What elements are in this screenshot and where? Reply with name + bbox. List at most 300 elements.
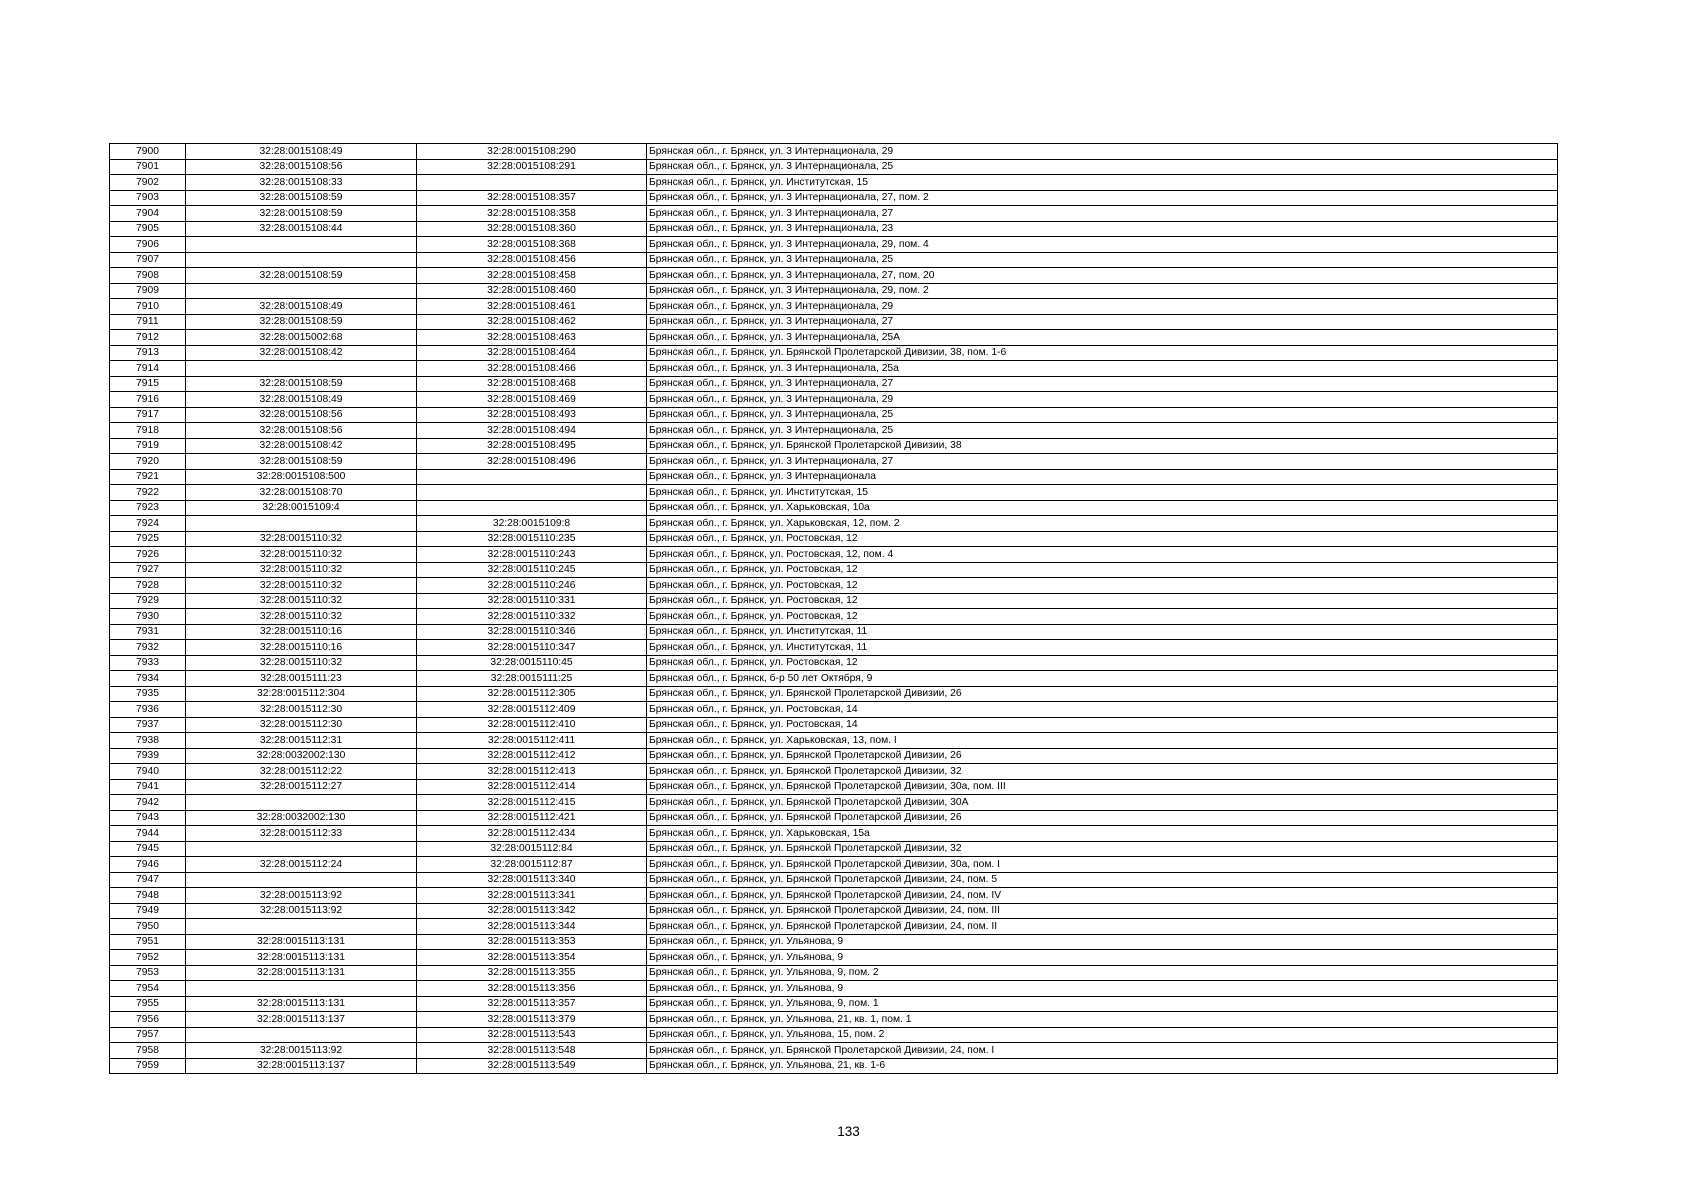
object-cadastral-number-cell: 32:28:0015113:354 bbox=[417, 950, 647, 966]
row-number-cell: 7903 bbox=[110, 190, 186, 206]
object-cadastral-number-cell: 32:28:0015113:548 bbox=[417, 1043, 647, 1059]
land-cadastral-number-cell: 32:28:0015108:70 bbox=[186, 485, 417, 501]
object-cadastral-number-cell: 32:28:0015110:45 bbox=[417, 655, 647, 671]
address-cell: Брянская обл., г. Брянск, ул. Институтская, 11 bbox=[647, 624, 1558, 640]
row-number-cell: 7920 bbox=[110, 454, 186, 470]
table-row bbox=[110, 423, 1558, 439]
row-number-cell: 7959 bbox=[110, 1058, 186, 1074]
object-cadastral-number-cell: 32:28:0015112:412 bbox=[417, 748, 647, 764]
table-row bbox=[110, 454, 1558, 470]
land-cadastral-number-cell bbox=[186, 1027, 417, 1043]
land-cadastral-number-cell: 32:28:0015109:4 bbox=[186, 500, 417, 516]
table-row bbox=[110, 438, 1558, 454]
object-cadastral-number-cell: 32:28:0015112:414 bbox=[417, 779, 647, 795]
land-cadastral-number-cell: 32:28:0015113:92 bbox=[186, 1043, 417, 1059]
table-row bbox=[110, 795, 1558, 811]
object-cadastral-number-cell: 32:28:0015111:25 bbox=[417, 671, 647, 687]
table-row bbox=[110, 547, 1558, 563]
address-cell: Брянская обл., г. Брянск, ул. 3 Интернационала, 27, пом. 20 bbox=[647, 268, 1558, 284]
table-row bbox=[110, 903, 1558, 919]
land-cadastral-number-cell: 32:28:0015108:49 bbox=[186, 144, 417, 160]
table-row bbox=[110, 159, 1558, 175]
land-cadastral-number-cell: 32:28:0015110:32 bbox=[186, 655, 417, 671]
object-cadastral-number-cell: 32:28:0015112:410 bbox=[417, 717, 647, 733]
table-row bbox=[110, 578, 1558, 594]
row-number-cell: 7955 bbox=[110, 996, 186, 1012]
address-cell: Брянская обл., г. Брянск, ул. Ростовская, 12, пом. 4 bbox=[647, 547, 1558, 563]
table-row bbox=[110, 996, 1558, 1012]
row-number-cell: 7939 bbox=[110, 748, 186, 764]
row-number-cell: 7940 bbox=[110, 764, 186, 780]
address-cell: Брянская обл., г. Брянск, ул. 3 Интернационала, 25а bbox=[647, 361, 1558, 377]
page-number: 133 bbox=[837, 1124, 860, 1139]
address-cell: Брянская обл., г. Брянск, ул. 3 Интернационала bbox=[647, 469, 1558, 485]
row-number-cell: 7904 bbox=[110, 206, 186, 222]
address-cell: Брянская обл., г. Брянск, ул. Институтская, 15 bbox=[647, 485, 1558, 501]
land-cadastral-number-cell: 32:28:0015108:59 bbox=[186, 454, 417, 470]
table-row bbox=[110, 345, 1558, 361]
address-cell: Брянская обл., г. Брянск, ул. 3 Интернационала, 23 bbox=[647, 221, 1558, 237]
address-cell: Брянская обл., г. Брянск, ул. Брянской Пролетарской Дивизии, 32 bbox=[647, 764, 1558, 780]
address-cell: Брянская обл., г. Брянск, ул. 3 Интернационала, 29, пом. 4 bbox=[647, 237, 1558, 253]
land-cadastral-number-cell: 32:28:0015110:16 bbox=[186, 624, 417, 640]
table-row bbox=[110, 593, 1558, 609]
address-cell: Брянская обл., г. Брянск, ул. Ростовская, 12 bbox=[647, 655, 1558, 671]
land-cadastral-number-cell: 32:28:0015113:131 bbox=[186, 950, 417, 966]
table-row bbox=[110, 717, 1558, 733]
land-cadastral-number-cell: 32:28:0015108:500 bbox=[186, 469, 417, 485]
row-number-cell: 7924 bbox=[110, 516, 186, 532]
address-cell: Брянская обл., г. Брянск, ул. Ростовская, 12 bbox=[647, 531, 1558, 547]
address-cell: Брянская обл., г. Брянск, ул. Брянской Пролетарской Дивизии, 26 bbox=[647, 686, 1558, 702]
table-row bbox=[110, 268, 1558, 284]
address-cell: Брянская обл., г. Брянск, ул. 3 Интернационала, 27 bbox=[647, 206, 1558, 222]
object-cadastral-number-cell: 32:28:0015108:493 bbox=[417, 407, 647, 423]
row-number-cell: 7938 bbox=[110, 733, 186, 749]
land-cadastral-number-cell: 32:28:0015108:59 bbox=[186, 206, 417, 222]
land-cadastral-number-cell: 32:28:0015108:42 bbox=[186, 438, 417, 454]
object-cadastral-number-cell: 32:28:0015108:463 bbox=[417, 330, 647, 346]
row-number-cell: 7945 bbox=[110, 841, 186, 857]
address-cell: Брянская обл., г. Брянск, ул. Ульянова, 21, кв. 1, пом. 1 bbox=[647, 1012, 1558, 1028]
object-cadastral-number-cell: 32:28:0015112:415 bbox=[417, 795, 647, 811]
land-cadastral-number-cell bbox=[186, 981, 417, 997]
row-number-cell: 7935 bbox=[110, 686, 186, 702]
land-cadastral-number-cell: 32:28:0032002:130 bbox=[186, 748, 417, 764]
address-cell: Брянская обл., г. Брянск, ул. Ульянова, 15, пом. 2 bbox=[647, 1027, 1558, 1043]
table-row bbox=[110, 841, 1558, 857]
land-cadastral-number-cell: 32:28:0015108:59 bbox=[186, 268, 417, 284]
address-cell: Брянская обл., г. Брянск, ул. Ростовская, 12 bbox=[647, 578, 1558, 594]
land-cadastral-number-cell: 32:28:0015112:31 bbox=[186, 733, 417, 749]
land-cadastral-number-cell: 32:28:0015112:22 bbox=[186, 764, 417, 780]
object-cadastral-number-cell: 32:28:0015108:458 bbox=[417, 268, 647, 284]
land-cadastral-number-cell: 32:28:0015110:32 bbox=[186, 531, 417, 547]
object-cadastral-number-cell: 32:28:0015108:495 bbox=[417, 438, 647, 454]
land-cadastral-number-cell: 32:28:0015108:33 bbox=[186, 175, 417, 191]
land-cadastral-number-cell: 32:28:0015108:59 bbox=[186, 190, 417, 206]
land-cadastral-number-cell: 32:28:0015110:32 bbox=[186, 578, 417, 594]
table-row bbox=[110, 299, 1558, 315]
row-number-cell: 7934 bbox=[110, 671, 186, 687]
address-cell: Брянская обл., г. Брянск, ул. Брянской Пролетарской Дивизии, 32 bbox=[647, 841, 1558, 857]
object-cadastral-number-cell: 32:28:0015110:331 bbox=[417, 593, 647, 609]
row-number-cell: 7905 bbox=[110, 221, 186, 237]
table-row bbox=[110, 392, 1558, 408]
object-cadastral-number-cell: 32:28:0015108:290 bbox=[417, 144, 647, 160]
table-row bbox=[110, 671, 1558, 687]
object-cadastral-number-cell: 32:28:0015110:246 bbox=[417, 578, 647, 594]
object-cadastral-number-cell: 32:28:0015113:342 bbox=[417, 903, 647, 919]
row-number-cell: 7948 bbox=[110, 888, 186, 904]
land-cadastral-number-cell: 32:28:0015112:24 bbox=[186, 857, 417, 873]
table-row bbox=[110, 562, 1558, 578]
row-number-cell: 7917 bbox=[110, 407, 186, 423]
land-cadastral-number-cell: 32:28:0015002:68 bbox=[186, 330, 417, 346]
object-cadastral-number-cell bbox=[417, 485, 647, 501]
land-cadastral-number-cell: 32:28:0015110:16 bbox=[186, 640, 417, 656]
table-row bbox=[110, 190, 1558, 206]
row-number-cell: 7912 bbox=[110, 330, 186, 346]
address-cell: Брянская обл., г. Брянск, ул. 3 Интернационала, 27 bbox=[647, 376, 1558, 392]
land-cadastral-number-cell bbox=[186, 252, 417, 268]
object-cadastral-number-cell: 32:28:0015108:496 bbox=[417, 454, 647, 470]
table-row bbox=[110, 624, 1558, 640]
object-cadastral-number-cell: 32:28:0015108:357 bbox=[417, 190, 647, 206]
row-number-cell: 7942 bbox=[110, 795, 186, 811]
object-cadastral-number-cell: 32:28:0015113:549 bbox=[417, 1058, 647, 1074]
row-number-cell: 7910 bbox=[110, 299, 186, 315]
table-row bbox=[110, 485, 1558, 501]
object-cadastral-number-cell: 32:28:0015112:87 bbox=[417, 857, 647, 873]
land-cadastral-number-cell: 32:28:0015110:32 bbox=[186, 547, 417, 563]
land-cadastral-number-cell: 32:28:0015108:49 bbox=[186, 392, 417, 408]
object-cadastral-number-cell: 32:28:0015110:346 bbox=[417, 624, 647, 640]
table-row bbox=[110, 872, 1558, 888]
object-cadastral-number-cell: 32:28:0015108:468 bbox=[417, 376, 647, 392]
object-cadastral-number-cell: 32:28:0015112:411 bbox=[417, 733, 647, 749]
table-row bbox=[110, 1043, 1558, 1059]
address-cell: Брянская обл., г. Брянск, ул. Брянской Пролетарской Дивизии, 24, пом. 5 bbox=[647, 872, 1558, 888]
address-cell: Брянская обл., г. Брянск, ул. Брянской Пролетарской Дивизии, 38, пом. 1-6 bbox=[647, 345, 1558, 361]
object-cadastral-number-cell: 32:28:0015113:543 bbox=[417, 1027, 647, 1043]
row-number-cell: 7957 bbox=[110, 1027, 186, 1043]
object-cadastral-number-cell: 32:28:0015108:360 bbox=[417, 221, 647, 237]
land-cadastral-number-cell: 32:28:0015113:137 bbox=[186, 1058, 417, 1074]
row-number-cell: 7951 bbox=[110, 934, 186, 950]
table-row bbox=[110, 407, 1558, 423]
row-number-cell: 7902 bbox=[110, 175, 186, 191]
land-cadastral-number-cell bbox=[186, 237, 417, 253]
address-cell: Брянская обл., г. Брянск, ул. Харьковская, 10а bbox=[647, 500, 1558, 516]
row-number-cell: 7901 bbox=[110, 159, 186, 175]
object-cadastral-number-cell: 32:28:0015112:409 bbox=[417, 702, 647, 718]
object-cadastral-number-cell: 32:28:0015110:332 bbox=[417, 609, 647, 625]
table-row bbox=[110, 888, 1558, 904]
land-cadastral-number-cell bbox=[186, 516, 417, 532]
address-cell: Брянская обл., г. Брянск, ул. 3 Интернационала, 25 bbox=[647, 423, 1558, 439]
table-row bbox=[110, 1058, 1558, 1074]
row-number-cell: 7927 bbox=[110, 562, 186, 578]
object-cadastral-number-cell: 32:28:0015108:461 bbox=[417, 299, 647, 315]
address-cell: Брянская обл., г. Брянск, ул. Ульянова, 9, пом. 1 bbox=[647, 996, 1558, 1012]
address-cell: Брянская обл., г. Брянск, ул. 3 Интернационала, 29 bbox=[647, 299, 1558, 315]
table-row bbox=[110, 237, 1558, 253]
object-cadastral-number-cell: 32:28:0015110:347 bbox=[417, 640, 647, 656]
row-number-cell: 7947 bbox=[110, 872, 186, 888]
table-row bbox=[110, 810, 1558, 826]
address-cell: Брянская обл., г. Брянск, ул. Институтская, 15 bbox=[647, 175, 1558, 191]
table-row bbox=[110, 283, 1558, 299]
row-number-cell: 7915 bbox=[110, 376, 186, 392]
row-number-cell: 7918 bbox=[110, 423, 186, 439]
address-cell: Брянская обл., г. Брянск, ул. 3 Интернационала, 27 bbox=[647, 314, 1558, 330]
land-cadastral-number-cell: 32:28:0015112:33 bbox=[186, 826, 417, 842]
land-cadastral-number-cell: 32:28:0015108:49 bbox=[186, 299, 417, 315]
address-cell: Брянская обл., г. Брянск, ул. Ульянова, 9, пом. 2 bbox=[647, 965, 1558, 981]
row-number-cell: 7925 bbox=[110, 531, 186, 547]
object-cadastral-number-cell: 32:28:0015112:84 bbox=[417, 841, 647, 857]
row-number-cell: 7911 bbox=[110, 314, 186, 330]
table-row bbox=[110, 748, 1558, 764]
address-cell: Брянская обл., г. Брянск, ул. Институтская, 11 bbox=[647, 640, 1558, 656]
table-row bbox=[110, 609, 1558, 625]
address-cell: Брянская обл., г. Брянск, б-р 50 лет Октября, 9 bbox=[647, 671, 1558, 687]
address-cell: Брянская обл., г. Брянск, ул. Брянской Пролетарской Дивизии, 30А bbox=[647, 795, 1558, 811]
land-cadastral-number-cell bbox=[186, 919, 417, 935]
address-cell: Брянская обл., г. Брянск, ул. 3 Интернационала, 27 bbox=[647, 454, 1558, 470]
address-cell: Брянская обл., г. Брянск, ул. Ростовская, 12 bbox=[647, 593, 1558, 609]
address-cell: Брянская обл., г. Брянск, ул. Харьковская, 15а bbox=[647, 826, 1558, 842]
object-cadastral-number-cell: 32:28:0015113:344 bbox=[417, 919, 647, 935]
table-row bbox=[110, 175, 1558, 191]
object-cadastral-number-cell: 32:28:0015112:305 bbox=[417, 686, 647, 702]
land-cadastral-number-cell: 32:28:0015113:131 bbox=[186, 996, 417, 1012]
table-row bbox=[110, 764, 1558, 780]
object-cadastral-number-cell: 32:28:0015108:358 bbox=[417, 206, 647, 222]
row-number-cell: 7931 bbox=[110, 624, 186, 640]
object-cadastral-number-cell: 32:28:0015108:368 bbox=[417, 237, 647, 253]
land-cadastral-number-cell: 32:28:0015112:27 bbox=[186, 779, 417, 795]
row-number-cell: 7928 bbox=[110, 578, 186, 594]
row-number-cell: 7916 bbox=[110, 392, 186, 408]
address-cell: Брянская обл., г. Брянск, ул. 3 Интернационала, 25 bbox=[647, 252, 1558, 268]
object-cadastral-number-cell: 32:28:0015108:464 bbox=[417, 345, 647, 361]
object-cadastral-number-cell: 32:28:0015112:421 bbox=[417, 810, 647, 826]
table-row bbox=[110, 531, 1558, 547]
row-number-cell: 7913 bbox=[110, 345, 186, 361]
address-cell: Брянская обл., г. Брянск, ул. Ульянова, 9 bbox=[647, 981, 1558, 997]
object-cadastral-number-cell: 32:28:0015108:456 bbox=[417, 252, 647, 268]
row-number-cell: 7922 bbox=[110, 485, 186, 501]
land-cadastral-number-cell: 32:28:0015113:137 bbox=[186, 1012, 417, 1028]
row-number-cell: 7941 bbox=[110, 779, 186, 795]
address-cell: Брянская обл., г. Брянск, ул. Ульянова, 9 bbox=[647, 950, 1558, 966]
row-number-cell: 7919 bbox=[110, 438, 186, 454]
table-row bbox=[110, 252, 1558, 268]
land-cadastral-number-cell: 32:28:0015108:56 bbox=[186, 423, 417, 439]
row-number-cell: 7952 bbox=[110, 950, 186, 966]
row-number-cell: 7958 bbox=[110, 1043, 186, 1059]
row-number-cell: 7950 bbox=[110, 919, 186, 935]
row-number-cell: 7909 bbox=[110, 283, 186, 299]
property-table bbox=[109, 143, 1558, 1074]
table-row bbox=[110, 314, 1558, 330]
table-row bbox=[110, 733, 1558, 749]
object-cadastral-number-cell: 32:28:0015109:8 bbox=[417, 516, 647, 532]
land-cadastral-number-cell bbox=[186, 795, 417, 811]
land-cadastral-number-cell: 32:28:0015111:23 bbox=[186, 671, 417, 687]
table-row bbox=[110, 826, 1558, 842]
table-row bbox=[110, 686, 1558, 702]
land-cadastral-number-cell: 32:28:0032002:130 bbox=[186, 810, 417, 826]
address-cell: Брянская обл., г. Брянск, ул. 3 Интернационала, 27, пом. 2 bbox=[647, 190, 1558, 206]
land-cadastral-number-cell: 32:28:0015113:131 bbox=[186, 965, 417, 981]
address-cell: Брянская обл., г. Брянск, ул. Ульянова, 21, кв. 1-6 bbox=[647, 1058, 1558, 1074]
table-row bbox=[110, 857, 1558, 873]
table-row bbox=[110, 702, 1558, 718]
table-row bbox=[110, 919, 1558, 935]
land-cadastral-number-cell: 32:28:0015110:32 bbox=[186, 593, 417, 609]
row-number-cell: 7954 bbox=[110, 981, 186, 997]
object-cadastral-number-cell: 32:28:0015108:460 bbox=[417, 283, 647, 299]
table-row bbox=[110, 950, 1558, 966]
row-number-cell: 7930 bbox=[110, 609, 186, 625]
land-cadastral-number-cell: 32:28:0015112:30 bbox=[186, 702, 417, 718]
address-cell: Брянская обл., г. Брянск, ул. Харьковская, 13, пом. I bbox=[647, 733, 1558, 749]
address-cell: Брянская обл., г. Брянск, ул. 3 Интернационала, 25 bbox=[647, 159, 1558, 175]
table-row bbox=[110, 965, 1558, 981]
table-body bbox=[110, 144, 1558, 1074]
row-number-cell: 7907 bbox=[110, 252, 186, 268]
row-number-cell: 7926 bbox=[110, 547, 186, 563]
object-cadastral-number-cell: 32:28:0015110:243 bbox=[417, 547, 647, 563]
table-row bbox=[110, 516, 1558, 532]
address-cell: Брянская обл., г. Брянск, ул. Ростовская, 14 bbox=[647, 717, 1558, 733]
land-cadastral-number-cell bbox=[186, 841, 417, 857]
object-cadastral-number-cell: 32:28:0015112:413 bbox=[417, 764, 647, 780]
object-cadastral-number-cell: 32:28:0015113:357 bbox=[417, 996, 647, 1012]
land-cadastral-number-cell: 32:28:0015108:56 bbox=[186, 159, 417, 175]
land-cadastral-number-cell bbox=[186, 361, 417, 377]
object-cadastral-number-cell: 32:28:0015108:466 bbox=[417, 361, 647, 377]
table-row bbox=[110, 144, 1558, 160]
land-cadastral-number-cell: 32:28:0015108:44 bbox=[186, 221, 417, 237]
object-cadastral-number-cell: 32:28:0015110:245 bbox=[417, 562, 647, 578]
table-row bbox=[110, 206, 1558, 222]
object-cadastral-number-cell: 32:28:0015113:353 bbox=[417, 934, 647, 950]
land-cadastral-number-cell: 32:28:0015108:59 bbox=[186, 314, 417, 330]
row-number-cell: 7932 bbox=[110, 640, 186, 656]
land-cadastral-number-cell: 32:28:0015113:92 bbox=[186, 888, 417, 904]
address-cell: Брянская обл., г. Брянск, ул. 3 Интернационала, 29 bbox=[647, 144, 1558, 160]
object-cadastral-number-cell: 32:28:0015113:355 bbox=[417, 965, 647, 981]
row-number-cell: 7908 bbox=[110, 268, 186, 284]
object-cadastral-number-cell: 32:28:0015113:379 bbox=[417, 1012, 647, 1028]
row-number-cell: 7923 bbox=[110, 500, 186, 516]
object-cadastral-number-cell bbox=[417, 469, 647, 485]
row-number-cell: 7937 bbox=[110, 717, 186, 733]
table-row bbox=[110, 221, 1558, 237]
address-cell: Брянская обл., г. Брянск, ул. Брянской Пролетарской Дивизии, 26 bbox=[647, 810, 1558, 826]
land-cadastral-number-cell: 32:28:0015113:92 bbox=[186, 903, 417, 919]
address-cell: Брянская обл., г. Брянск, ул. 3 Интернационала, 25А bbox=[647, 330, 1558, 346]
row-number-cell: 7921 bbox=[110, 469, 186, 485]
row-number-cell: 7953 bbox=[110, 965, 186, 981]
address-cell: Брянская обл., г. Брянск, ул. Брянской Пролетарской Дивизии, 26 bbox=[647, 748, 1558, 764]
object-cadastral-number-cell: 32:28:0015112:434 bbox=[417, 826, 647, 842]
table-row bbox=[110, 981, 1558, 997]
object-cadastral-number-cell bbox=[417, 175, 647, 191]
address-cell: Брянская обл., г. Брянск, ул. Ростовская, 14 bbox=[647, 702, 1558, 718]
object-cadastral-number-cell: 32:28:0015113:341 bbox=[417, 888, 647, 904]
row-number-cell: 7956 bbox=[110, 1012, 186, 1028]
land-cadastral-number-cell: 32:28:0015108:56 bbox=[186, 407, 417, 423]
land-cadastral-number-cell: 32:28:0015112:304 bbox=[186, 686, 417, 702]
land-cadastral-number-cell: 32:28:0015110:32 bbox=[186, 609, 417, 625]
address-cell: Брянская обл., г. Брянск, ул. Брянской Пролетарской Дивизии, 24, пом. III bbox=[647, 903, 1558, 919]
object-cadastral-number-cell: 32:28:0015113:340 bbox=[417, 872, 647, 888]
table-row bbox=[110, 1027, 1558, 1043]
address-cell: Брянская обл., г. Брянск, ул. Брянской Пролетарской Дивизии, 24, пом. I bbox=[647, 1043, 1558, 1059]
object-cadastral-number-cell: 32:28:0015108:469 bbox=[417, 392, 647, 408]
row-number-cell: 7944 bbox=[110, 826, 186, 842]
address-cell: Брянская обл., г. Брянск, ул. Харьковская, 12, пом. 2 bbox=[647, 516, 1558, 532]
address-cell: Брянская обл., г. Брянск, ул. Брянской Пролетарской Дивизии, 30а, пом. I bbox=[647, 857, 1558, 873]
table-row bbox=[110, 469, 1558, 485]
row-number-cell: 7933 bbox=[110, 655, 186, 671]
land-cadastral-number-cell: 32:28:0015112:30 bbox=[186, 717, 417, 733]
address-cell: Брянская обл., г. Брянск, ул. Ростовская, 12 bbox=[647, 562, 1558, 578]
address-cell: Брянская обл., г. Брянск, ул. Брянской Пролетарской Дивизии, 30а, пом. III bbox=[647, 779, 1558, 795]
address-cell: Брянская обл., г. Брянск, ул. Ростовская, 12 bbox=[647, 609, 1558, 625]
land-cadastral-number-cell bbox=[186, 872, 417, 888]
row-number-cell: 7949 bbox=[110, 903, 186, 919]
address-cell: Брянская обл., г. Брянск, ул. Брянской Пролетарской Дивизии, 38 bbox=[647, 438, 1558, 454]
address-cell: Брянская обл., г. Брянск, ул. Брянской Пролетарской Дивизии, 24, пом. II bbox=[647, 919, 1558, 935]
address-cell: Брянская обл., г. Брянск, ул. 3 Интернационала, 29, пом. 2 bbox=[647, 283, 1558, 299]
object-cadastral-number-cell: 32:28:0015113:356 bbox=[417, 981, 647, 997]
address-cell: Брянская обл., г. Брянск, ул. 3 Интернационала, 25 bbox=[647, 407, 1558, 423]
row-number-cell: 7914 bbox=[110, 361, 186, 377]
table-row bbox=[110, 361, 1558, 377]
address-cell: Брянская обл., г. Брянск, ул. Брянской Пролетарской Дивизии, 24, пом. IV bbox=[647, 888, 1558, 904]
land-cadastral-number-cell: 32:28:0015113:131 bbox=[186, 934, 417, 950]
table-row bbox=[110, 779, 1558, 795]
table-row bbox=[110, 1012, 1558, 1028]
land-cadastral-number-cell: 32:28:0015108:59 bbox=[186, 376, 417, 392]
row-number-cell: 7906 bbox=[110, 237, 186, 253]
object-cadastral-number-cell: 32:28:0015110:235 bbox=[417, 531, 647, 547]
object-cadastral-number-cell: 32:28:0015108:291 bbox=[417, 159, 647, 175]
address-cell: Брянская обл., г. Брянск, ул. 3 Интернационала, 29 bbox=[647, 392, 1558, 408]
table-row bbox=[110, 500, 1558, 516]
row-number-cell: 7929 bbox=[110, 593, 186, 609]
table-row bbox=[110, 934, 1558, 950]
land-cadastral-number-cell bbox=[186, 283, 417, 299]
land-cadastral-number-cell: 32:28:0015108:42 bbox=[186, 345, 417, 361]
table-row bbox=[110, 330, 1558, 346]
object-cadastral-number-cell bbox=[417, 500, 647, 516]
table-row bbox=[110, 376, 1558, 392]
land-cadastral-number-cell: 32:28:0015110:32 bbox=[186, 562, 417, 578]
row-number-cell: 7946 bbox=[110, 857, 186, 873]
address-cell: Брянская обл., г. Брянск, ул. Ульянова, 9 bbox=[647, 934, 1558, 950]
row-number-cell: 7936 bbox=[110, 702, 186, 718]
object-cadastral-number-cell: 32:28:0015108:494 bbox=[417, 423, 647, 439]
table-row bbox=[110, 640, 1558, 656]
row-number-cell: 7900 bbox=[110, 144, 186, 160]
